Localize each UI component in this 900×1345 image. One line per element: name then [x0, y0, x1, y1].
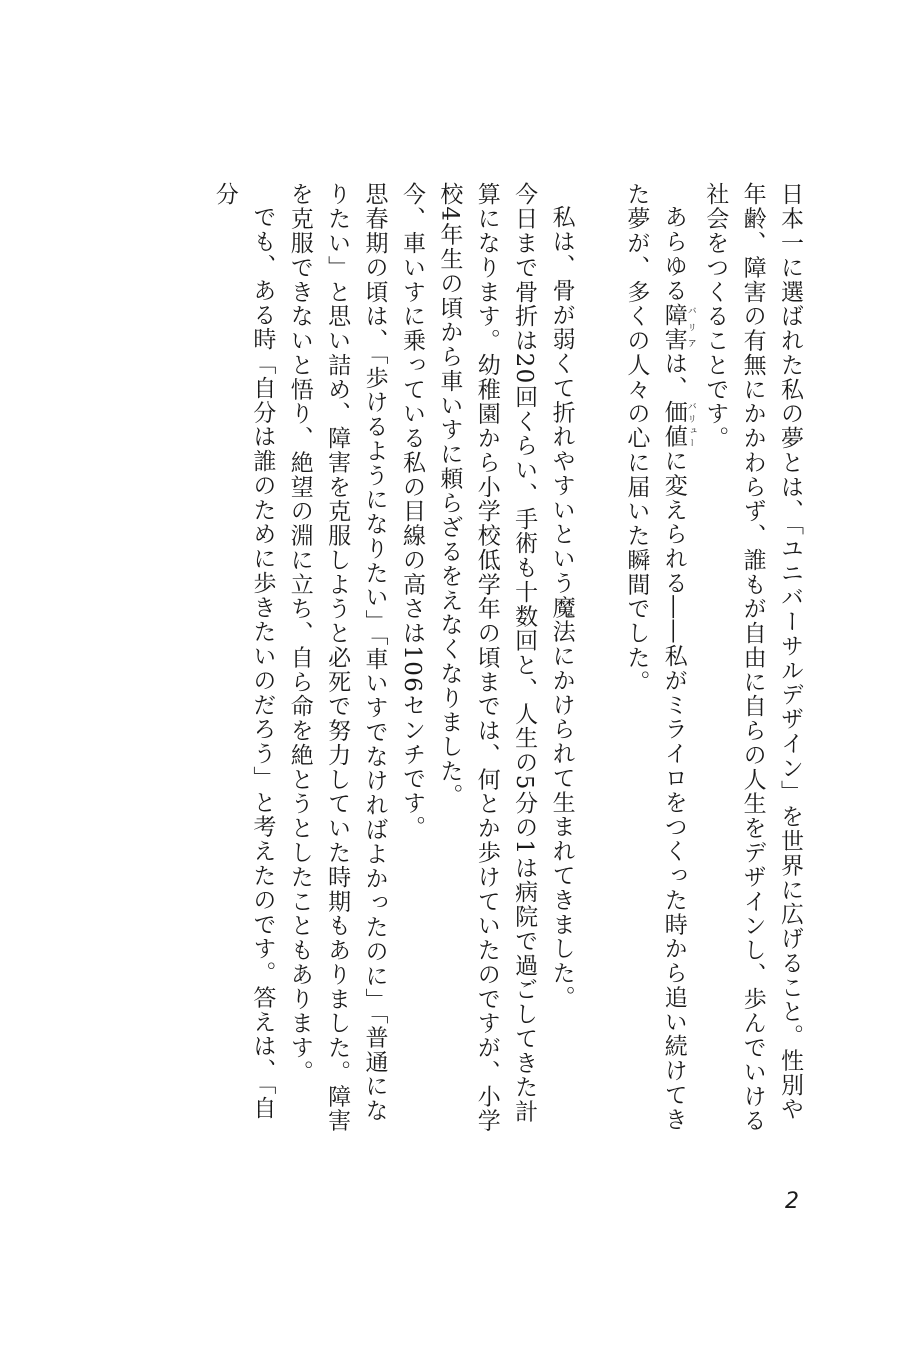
paragraph-fractures: 今日まで骨折は20回くらい、手術も十数回と、人生の5分の1は病院で過ごしてきた計算になります。幼稚園から小学校低学年の頃までは、何とか歩けていたのですが、小学校4年生の頃から車いすに頼らざるをえなくなりました。	[436, 182, 538, 1133]
ruby-value	[660, 400, 696, 449]
ruby-barrier-base: 障害	[660, 302, 687, 352]
paragraph-question: でも、ある時「自分は誰のために歩きたいのだろう」と考えたのです。答えは、「自分	[211, 182, 276, 1120]
paragraph-dream: 日本一に選ばれた私の夢とは、「ユニバーサルデザイン」を世界に広げること。性別や年齢、障害の有無にかかわらず、誰もが自由に自らの人生をデザインし、歩んでいける社会をつくることです。	[702, 182, 803, 1133]
ruby-value-base: 価値	[660, 400, 687, 449]
ruby-value-reading: バリュー	[685, 400, 696, 449]
paragraph-barrier-value	[617, 182, 696, 1142]
paragraph-barrier-mid: は、	[660, 351, 687, 401]
paragraph-adolescence: 思春期の頃は、「歩けるようになりたい」「車いすでなければよかったのに」「普通になりたい」と思い詰め、障害を克服しようと必死で努力していた時期もありました。障害を克服できないと悟り、絶望の淵に立ち、自ら命を絶とうとしたこともあります。	[286, 182, 388, 1133]
paragraph-fragile-bones: 私は、骨が弱くて折れやすいという魔法にかけられて生まれてきました。	[548, 205, 575, 1010]
paragraph-barrier-post: に変えられる――私がミライロをつくった時から追い続けてきた夢が、多くの人々の心に届いた瞬間でした。	[623, 182, 687, 1132]
paragraph-eye-level: 今、車いすに乗っている私の目線の高さは106センチです。	[398, 182, 425, 840]
ruby-barrier	[660, 302, 696, 352]
paragraph-spacer	[580, 182, 617, 1142]
ruby-barrier-reading: バリア	[685, 302, 696, 352]
page-number: 2	[785, 1189, 799, 1214]
vertical-text-body	[206, 182, 808, 1142]
paragraph-barrier-pre: あらゆる	[660, 205, 687, 303]
